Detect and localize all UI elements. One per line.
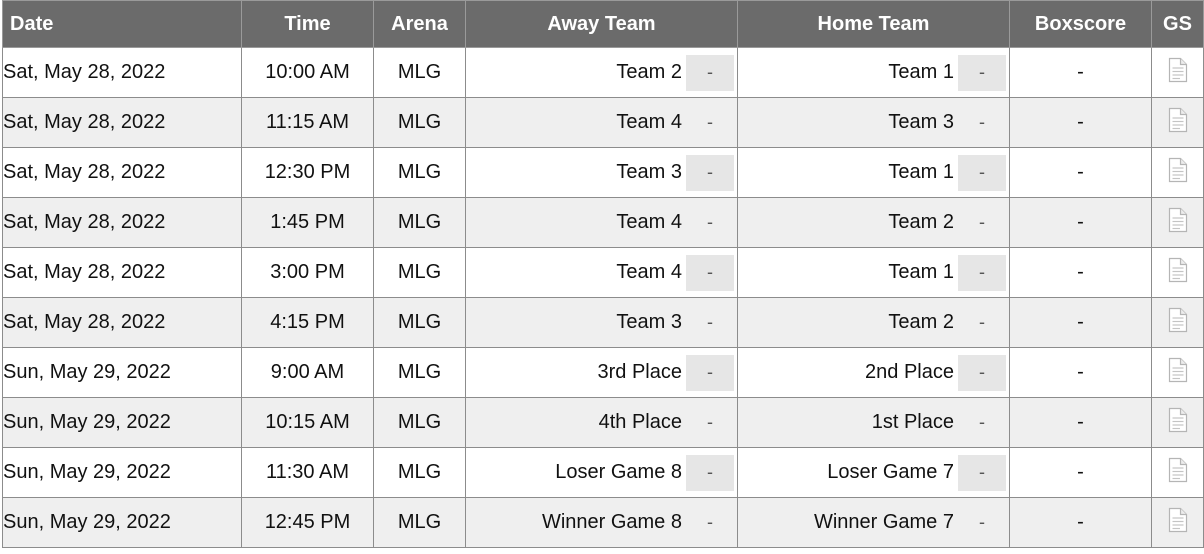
home-score: - <box>979 512 985 532</box>
home-score: - <box>958 455 1006 491</box>
game-time: 12:30 PM <box>242 148 374 198</box>
game-time: 3:00 PM <box>242 248 374 298</box>
away-team-cell <box>466 348 738 398</box>
header-boxscore[interactable]: Boxscore <box>1010 1 1152 48</box>
game-arena[interactable]: MLG <box>374 248 466 298</box>
game-row <box>3 448 1204 498</box>
away-team-cell <box>466 248 738 298</box>
away-team-name[interactable]: Team 3 <box>616 311 682 333</box>
header-row <box>3 1 1204 48</box>
document-icon[interactable] <box>1168 107 1188 139</box>
game-row <box>3 148 1204 198</box>
boxscore-cell: - <box>1010 148 1152 198</box>
game-arena[interactable]: MLG <box>374 148 466 198</box>
home-score: - <box>958 355 1006 391</box>
boxscore-cell: - <box>1010 498 1152 548</box>
home-score: - <box>958 155 1006 191</box>
home-team-name[interactable]: Winner Game 7 <box>813 511 954 533</box>
gamesheet-cell <box>1152 98 1204 148</box>
game-time: 11:15 AM <box>242 98 374 148</box>
game-arena[interactable]: MLG <box>374 198 466 248</box>
away-score: - <box>686 455 734 491</box>
away-team-cell <box>466 448 738 498</box>
game-date: Sat, May 28, 2022 <box>3 98 242 148</box>
home-team-cell <box>738 248 1010 298</box>
document-icon[interactable] <box>1168 57 1188 89</box>
away-score: - <box>707 412 713 432</box>
header-gamesheet[interactable]: GS <box>1152 1 1204 48</box>
gamesheet-cell <box>1152 298 1204 348</box>
home-team-cell <box>738 498 1010 548</box>
away-team-cell <box>466 498 738 548</box>
boxscore-cell: - <box>1010 448 1152 498</box>
home-team-cell <box>738 48 1010 98</box>
game-date: Sun, May 29, 2022 <box>3 348 242 398</box>
away-team-name[interactable]: Team 4 <box>616 211 682 233</box>
boxscore-cell: - <box>1010 398 1152 448</box>
header-home-team[interactable]: Home Team <box>738 1 1010 48</box>
away-score: - <box>686 155 734 191</box>
game-row <box>3 248 1204 298</box>
home-team-cell <box>738 148 1010 198</box>
home-team-name[interactable]: Team 2 <box>888 211 954 233</box>
game-arena[interactable]: MLG <box>374 98 466 148</box>
game-arena[interactable]: MLG <box>374 48 466 98</box>
document-icon[interactable] <box>1168 507 1188 539</box>
boxscore-cell: - <box>1010 348 1152 398</box>
home-score: - <box>979 112 985 132</box>
game-time: 11:30 AM <box>242 448 374 498</box>
away-score: - <box>707 512 713 532</box>
gamesheet-cell <box>1152 148 1204 198</box>
home-team-cell <box>738 298 1010 348</box>
boxscore-cell: - <box>1010 48 1152 98</box>
away-team-name[interactable]: Team 4 <box>616 261 682 283</box>
home-team-name[interactable]: Loser Game 7 <box>827 461 954 483</box>
document-icon[interactable] <box>1168 207 1188 239</box>
game-date: Sat, May 28, 2022 <box>3 298 242 348</box>
boxscore-cell: - <box>1010 198 1152 248</box>
game-arena[interactable]: MLG <box>374 448 466 498</box>
game-row <box>3 198 1204 248</box>
away-team-cell <box>466 398 738 448</box>
away-team-name[interactable]: Team 2 <box>616 61 682 83</box>
game-arena[interactable]: MLG <box>374 498 466 548</box>
gamesheet-cell <box>1152 498 1204 548</box>
game-time: 1:45 PM <box>242 198 374 248</box>
away-team-name[interactable]: Winner Game 8 <box>541 511 682 533</box>
game-row <box>3 398 1204 448</box>
document-icon[interactable] <box>1168 357 1188 389</box>
away-team-name[interactable]: Loser Game 8 <box>555 461 682 483</box>
game-date: Sun, May 29, 2022 <box>3 398 242 448</box>
document-icon[interactable] <box>1168 457 1188 489</box>
game-time: 4:15 PM <box>242 298 374 348</box>
home-score: - <box>979 212 985 232</box>
game-row <box>3 498 1204 548</box>
header-arena[interactable]: Arena <box>374 1 466 48</box>
home-team-name[interactable]: Team 1 <box>888 161 954 183</box>
home-score: - <box>979 412 985 432</box>
document-icon[interactable] <box>1168 157 1188 189</box>
home-team-cell <box>738 198 1010 248</box>
home-team-name[interactable]: 2nd Place <box>865 361 954 383</box>
home-team-name[interactable]: 1st Place <box>871 411 954 433</box>
game-date: Sat, May 28, 2022 <box>3 48 242 98</box>
home-team-name[interactable]: Team 1 <box>888 261 954 283</box>
game-time: 12:45 PM <box>242 498 374 548</box>
away-score: - <box>686 55 734 91</box>
header-time[interactable]: Time <box>242 1 374 48</box>
gamesheet-cell <box>1152 48 1204 98</box>
boxscore-cell: - <box>1010 98 1152 148</box>
game-time: 10:15 AM <box>242 398 374 448</box>
boxscore-cell: - <box>1010 248 1152 298</box>
document-icon[interactable] <box>1168 407 1188 439</box>
away-team-name[interactable]: Team 4 <box>616 111 682 133</box>
gamesheet-cell <box>1152 248 1204 298</box>
away-team-name[interactable]: 4th Place <box>598 411 682 433</box>
home-team-name[interactable]: Team 1 <box>888 61 954 83</box>
away-team-cell <box>466 198 738 248</box>
document-icon[interactable] <box>1168 257 1188 289</box>
game-row <box>3 348 1204 398</box>
game-date: Sat, May 28, 2022 <box>3 148 242 198</box>
header-away-team[interactable]: Away Team <box>466 1 738 48</box>
away-score: - <box>686 355 734 391</box>
game-row <box>3 298 1204 348</box>
gamesheet-cell <box>1152 448 1204 498</box>
away-score: - <box>707 112 713 132</box>
home-score: - <box>958 255 1006 291</box>
away-team-cell <box>466 98 738 148</box>
gamesheet-cell <box>1152 398 1204 448</box>
home-team-name[interactable]: Team 2 <box>888 311 954 333</box>
game-time: 10:00 AM <box>242 48 374 98</box>
away-score: - <box>686 255 734 291</box>
game-row <box>3 98 1204 148</box>
gamesheet-cell <box>1152 348 1204 398</box>
game-date: Sat, May 28, 2022 <box>3 248 242 298</box>
home-team-cell <box>738 98 1010 148</box>
gamesheet-cell <box>1152 198 1204 248</box>
game-row <box>3 48 1204 98</box>
home-team-cell <box>738 348 1010 398</box>
header-date[interactable]: Date <box>3 1 242 48</box>
game-date: Sun, May 29, 2022 <box>3 498 242 548</box>
away-score: - <box>707 312 713 332</box>
game-arena[interactable]: MLG <box>374 298 466 348</box>
schedule-table <box>2 0 1204 548</box>
game-date: Sat, May 28, 2022 <box>3 198 242 248</box>
away-team-cell <box>466 48 738 98</box>
away-team-name[interactable]: 3rd Place <box>597 361 682 383</box>
boxscore-cell: - <box>1010 298 1152 348</box>
game-arena[interactable]: MLG <box>374 398 466 448</box>
game-arena[interactable]: MLG <box>374 348 466 398</box>
home-team-name[interactable]: Team 3 <box>888 111 954 133</box>
home-score: - <box>979 312 985 332</box>
away-team-cell <box>466 148 738 198</box>
schedule-body <box>3 48 1204 548</box>
home-score: - <box>958 55 1006 91</box>
document-icon[interactable] <box>1168 307 1188 339</box>
away-team-name[interactable]: Team 3 <box>616 161 682 183</box>
away-score: - <box>707 212 713 232</box>
home-team-cell <box>738 398 1010 448</box>
game-time: 9:00 AM <box>242 348 374 398</box>
home-team-cell <box>738 448 1010 498</box>
away-team-cell <box>466 298 738 348</box>
game-date: Sun, May 29, 2022 <box>3 448 242 498</box>
